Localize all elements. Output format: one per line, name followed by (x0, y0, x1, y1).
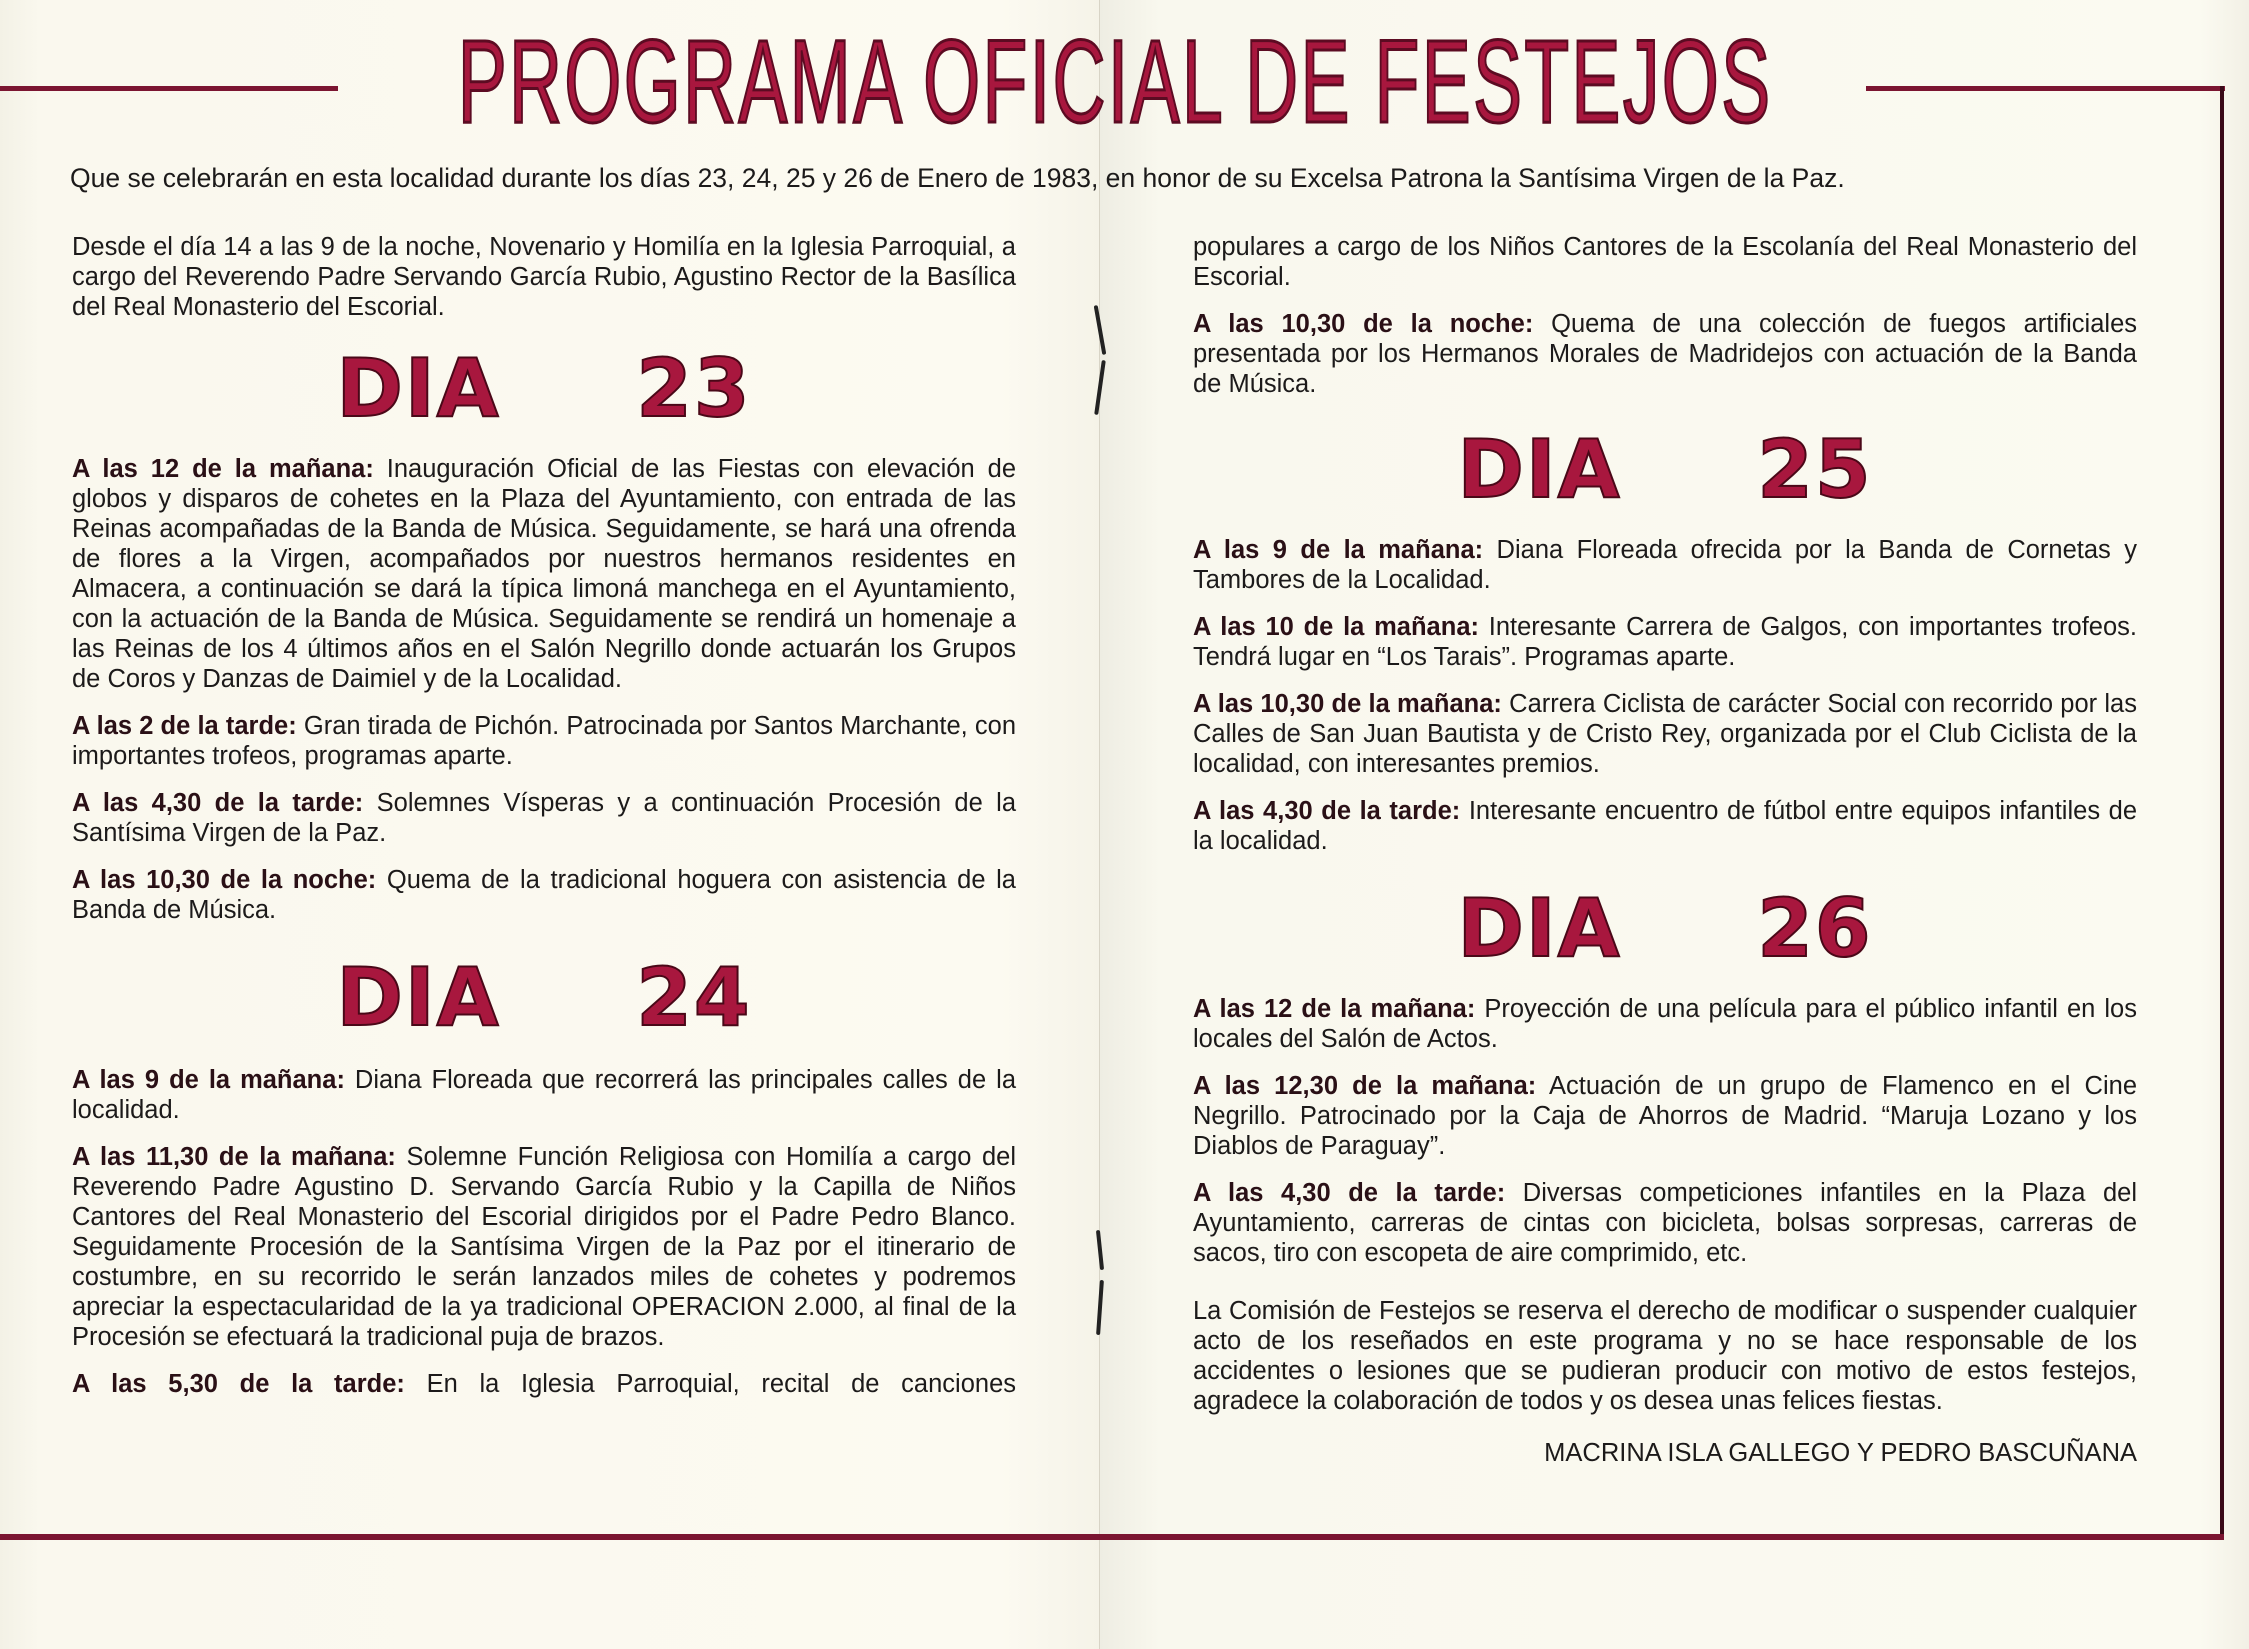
event-time: A las 10,30 de la noche: (1193, 310, 1534, 338)
event-item (72, 788, 1016, 848)
event-time: A las 12 de la mañana: (72, 455, 374, 483)
event-time: A las 2 de la tarde: (72, 712, 297, 740)
event-time: A las 12,30 de la mañana: (1193, 1072, 1537, 1100)
event-text: Solemnes Vísperas y a continuación Procesión de la Santísima Virgen de la Paz. (72, 789, 1016, 847)
frame-rule-bottom (0, 1534, 2224, 1540)
event-item (72, 711, 1016, 771)
event-time: A las 9 de la mañana: (1193, 536, 1484, 564)
event-time: A las 11,30 de la mañana: (72, 1143, 396, 1171)
closing-note: La Comisión de Festejos se reserva el derecho de modificar o suspender cualquier acto de los reseñados en este programa y no se hace responsable de los accidentes o lesiones que se pudieran producir con motivo de estos festejos, agradece la colaboración de todos y os desea unas felices fiestas. (1193, 1297, 2137, 1415)
event-item (1193, 1071, 2137, 1161)
title-rule-left (0, 86, 338, 91)
event-text: Actuación de un grupo de Flamenco en el Cine Negrillo. Patrocinado por la Caja de Ahorros de Madrid. “Maruja Lozano y los Diablos de Paraguay”. (1193, 1072, 2137, 1160)
subtitle: Que se celebrarán en esta localidad durante los días 23, 24, 25 y 26 de Enero de 1983, en honor de su Excelsa Patrona la Santísima Virgen de la Paz. (70, 163, 1845, 193)
intro-paragraph: Desde el día 14 a las 9 de la noche, Novenario y Homilía en la Iglesia Parroquial, a cargo del Reverendo Padre Servando García Rubio, Agustino Rector de la Basílica del Real Monasterio del Escorial. (72, 233, 1016, 321)
event-item (72, 1369, 1016, 1399)
event-text: Quema de una colección de fuegos artificiales presentada por los Hermanos Morales de Madridejos con actuación de la Banda de Música. (1193, 310, 2137, 398)
event-time: A las 4,30 de la tarde: (1193, 1179, 1506, 1207)
event-item (72, 865, 1016, 925)
left-column (72, 232, 1016, 1416)
event-time: A las 12 de la mañana: (1193, 995, 1476, 1023)
event-text: Carrera Ciclista de carácter Social con recorrido por las Calles de San Juan Bautista y de Cristo Rey, organizada por el Club Ciclista de la localidad, con interesantes premios. (1193, 690, 2137, 778)
event-text: Gran tirada de Pichón. Patrocinada por Santos Marchante, con importantes trofeos, programas aparte. (72, 712, 1016, 770)
day-heading-26: DIA 26 (1457, 882, 1873, 975)
event-text: Diana Floreada ofrecida por la Banda de Cornetas y Tambores de la Localidad. (1193, 536, 2137, 594)
day-heading-23: DIA 23 (336, 342, 752, 435)
event-time: A las 10 de la mañana: (1193, 613, 1479, 641)
event-item (1193, 612, 2137, 672)
event-text: Diversas competiciones infantiles en la Plaza del Ayuntamiento, carreras de cintas con bicicleta, bolsas sorpresas, carreras de sacos, tiro con escopeta de aire comprimido, etc. (1193, 1179, 2138, 1267)
right-column (1193, 232, 2137, 1468)
signature: MACRINA ISLA GALLEGO Y PEDRO BASCUÑANA (1544, 1439, 2137, 1467)
event-text: Proyección de una película para el público infantil en los locales del Salón de Actos. (1193, 995, 2137, 1053)
event-item (72, 454, 1016, 694)
title-rule-right (1866, 86, 2225, 91)
event-item (1193, 309, 2137, 399)
event-item (1193, 535, 2137, 595)
event-text: Solemne Función Religiosa con Homilía a cargo del Reverendo Padre Agustino D. Servando García Rubio y la Capilla de Niños Cantores del Real Monasterio del Escorial dirigidos por el Padre Pedro Blanco. Seguidamente Procesión de la Santísima Virgen de la Paz por el itinerario de costumbre, en su recorrido le serán lanzados miles de cohetes y podremos apreciar la espectacularidad de la ya tradicional OPERACION 2.000, al final de la Procesión se efectuará la tradicional puja de brazos. (72, 1143, 1016, 1351)
event-time: A las 10,30 de la mañana: (1193, 690, 1502, 718)
event-continuation: populares a cargo de los Niños Cantores de la Escolanía del Real Monasterio del Escorial. (1193, 233, 2137, 291)
event-text: Interesante Carrera de Galgos, con importantes trofeos. Tendrá lugar en “Los Tarais”. Programas aparte. (1193, 613, 2138, 671)
event-item (1193, 796, 2137, 856)
event-text: Diana Floreada que recorrerá las principales calles de la localidad. (72, 1066, 1016, 1124)
day-heading-24: DIA 24 (336, 951, 752, 1044)
event-text: Interesante encuentro de fútbol entre equipos infantiles de la localidad. (1193, 797, 2138, 855)
event-text: En la Iglesia Parroquial, recital de canciones (404, 1370, 1017, 1398)
center-fold (1099, 0, 1100, 1649)
event-time: A las 4,30 de la tarde: (72, 789, 364, 817)
event-time: A las 4,30 de la tarde: (1193, 797, 1461, 825)
event-text: Quema de la tradicional hoguera con asistencia de la Banda de Música. (72, 866, 1016, 924)
event-item (1193, 689, 2137, 779)
event-time: A las 5,30 de la tarde: (72, 1370, 405, 1398)
event-item (72, 1065, 1016, 1125)
event-item (72, 1142, 1016, 1352)
frame-rule-right (2220, 86, 2224, 1538)
event-item (1193, 1178, 2137, 1268)
event-time: A las 10,30 de la noche: (72, 866, 377, 894)
page-title: PROGRAMA OFICIAL DE FESTEJOS (457, 16, 1773, 148)
event-item (1193, 994, 2137, 1054)
day-heading-25: DIA 25 (1457, 423, 1873, 516)
event-time: A las 9 de la mañana: (72, 1066, 345, 1094)
event-text: Inauguración Oficial de las Fiestas con elevación de globos y disparos de cohetes en la Plaza del Ayuntamiento, con entrada de las Reinas acompañadas de la Banda de Música. Seguidamente, se hará una ofrenda de flores a la Virgen, acompañados por nuestros hermanos residentes en Almacera, a continuación se dará la típica limoná manchega en el Ayuntamiento, con la actuación de la Banda de Música. Seguidamente se rendirá un homenaje a las Reinas de los 4 últimos años en el Salón Negrillo donde actuarán los Grupos de Coros y Danzas de Daimiel y de la Localidad. (72, 455, 1017, 693)
